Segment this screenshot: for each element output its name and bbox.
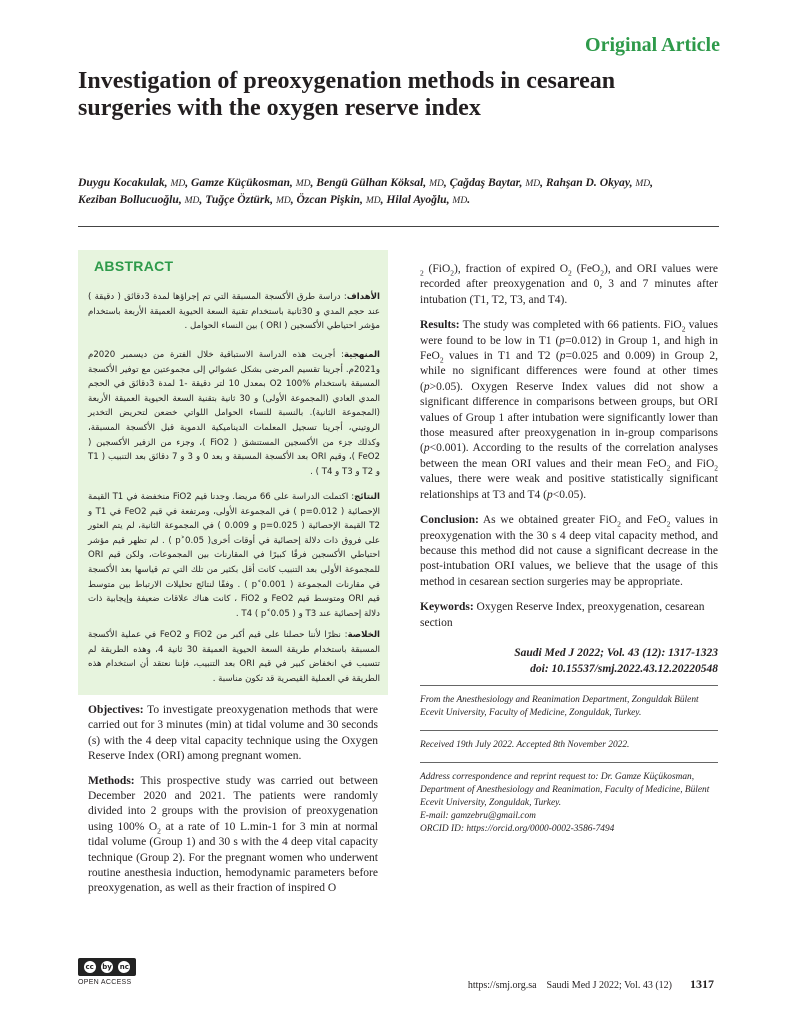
affiliation: From the Anesthesiology and Reanimation Department, Zonguldak Bülent Ecevit University, Faculty of Medicine, Zonguldak, Turkey. <box>420 694 699 718</box>
author: Keziban Bollucuoğlu, MD, <box>78 193 206 206</box>
citation-block <box>420 645 718 677</box>
author: Hilal Ayoğlu, MD. <box>386 193 471 206</box>
abstract-right-column <box>420 262 718 846</box>
received-rule <box>420 730 718 731</box>
author: Özcan Pişkin, MD, <box>296 193 387 206</box>
results-paragraph: Results: The study was completed with 66 patients. FiO$_2$ values were found to be low in T1 (p=0.012) in Group 1, and high in FeO$_2$ values in T1 and T2 (p=0.025 and 0.009) in Group 2, while no significant differences were found at other times (p>0.05). Oxygen Reserve Index values did not show a significant difference in comparisons between groups, but ORI values of Group 1 after intubation were significantly lower than those measured after preoxygenation in in-group comparisons (p<0.001). According to the results of the correlation analyses between the mean ORI values and their mean FeO$_2$ and FiO$_2$ values, there were weak and positive statistically significant relationships at T3 and T4 (p<0.05). <box>420 319 718 501</box>
arabic-results: النتائج: اكتملت الدراسة على 66 مريضا. وجدنا قيم FiO2 منخفضة في T1 القيمة الإحصائية ( p=0.012 ) في المجموعة الأولى، ومرتفعة في قيم FeO2 في T1 و T2 القيمة الإحصائية ( p=0.025 و 0.009 ) في المجموعة الثانية، لم يتم العثور على فروق ذات دلالة إحصائية في أوقات أخرى( p˃0.05 ) . لم تظهر قيم مؤشر احتياطي الأكسجين فرقًا كبيرًا في المقارنات بين المجموعات، ولكن قيم ORI للمجموعة الأولى بعد التنبيب كانت أقل بكثير من تلك التي تم قياسها بعد الأكسجة في مقارنات المجموعة ( p˂0.001 ) . وفقًا لنتائج تحليلات الارتباط بين متوسط قيم ORI ومتوسط قيم FeO2 و FiO2 ، كانت هناك علاقات ضعيفة وإيجابية ذات دلالة إحصائية عند T3 و T4 ( p˂0.05 ) . <box>88 492 381 619</box>
journal-url[interactable]: https://smj.org.sa <box>467 980 537 991</box>
cc-icon: cc <box>85 963 94 971</box>
author: Gamze Küçükosman, MD, <box>191 176 317 189</box>
author-list <box>78 175 718 209</box>
section-label: Original Article <box>585 34 720 56</box>
methods-paragraph: Methods: This prospective study was carried out between December 2020 and 2021. The patients were randomly divided into 2 groups with the provision of preoxygenation using 100% $O_2$ at a rate of 10 L.min-1 for 3 min at normal tidal volume (Group 1) and 30 s with the 4 deep vital capacity technique (Group 2). For the pregnant women who underwent routine anesthesia induction, hemodynamic parameters before preoxygenation, as well as their fraction of inspired O <box>88 774 379 895</box>
journal-citation: Saudi Med J 2022; Vol. 43 (12): 1317-1323 <box>514 646 718 659</box>
author: Bengü Gülhan Köksal, MD, <box>316 176 450 189</box>
person-icon: by <box>102 963 112 971</box>
keywords-paragraph: Keywords: Oxygen Reserve Index, preoxygenation, cesarean section <box>420 601 705 629</box>
doi-link[interactable]: doi: 10.15537/smj.2022.43.12.20220548 <box>530 662 718 675</box>
article-title: Investigation of preoxygenation methods in cesarean surgeries with the oxygen reserve index <box>78 68 616 121</box>
affiliation-rule <box>420 685 718 686</box>
arabic-conclusion: الخلاصة: نظرًا لأننا حصلنا على قيم أكبر من FiO2 و FeO2 في عملية الأكسجة المسبقة باستخدام طريقة السعة الحيوية العميقة 30 ثانية 4، وهذه الطريقة لم تتسبب في انخفاض كبير في قيم ORI بعد التنبيب، فإننا نعتقد أن استخدام هذه الطريقة في العملية القيصرية قد تكون مناسبة . <box>88 630 380 684</box>
abstract-heading: ABSTRACT <box>94 258 174 274</box>
noncommercial-icon: nc <box>119 963 129 971</box>
footer-journal: Saudi Med J 2022; Vol. 43 (12) <box>546 980 672 991</box>
orcid[interactable]: ORCID ID: https://orcid.org/0000-0002-3586-7494 <box>420 823 615 834</box>
page-number: 1317 <box>690 977 714 991</box>
license-badge[interactable] <box>78 958 136 986</box>
open-access-label: OPEN ACCESS <box>78 979 132 986</box>
arabic-objectives: الأهداف: دراسة طرق الأكسجة المسبقة التي تم إجراؤها لمدة 3دقائق ( دقيقة ) عند حجم المدي و 30ثانية باستخدام تقنية السعة الحيوية العميقة الأربعة باستخدام مؤشر احتياطي الأكسجين ( ORI ) بين النساء الحوامل . <box>88 292 380 332</box>
abstract-box <box>78 250 388 695</box>
correspondence-rule <box>420 762 718 763</box>
objectives-paragraph: Objectives: To investigate preoxygenation methods that were carried out for 3 minutes (min) at tidal volume and 30 seconds (s) with the 4 deep vital capacity technique using the Oxygen Reserve Index (ORI) among pregnant women. <box>88 704 378 763</box>
arabic-methods: المنهجية: أجريت هذه الدراسة الاستباقية خلال الفترة من ديسمبر 2020م و2021م. أجرينا تقسيم المرضى بشكل عشوائي إلى مجموعتين مع توفير الأكسجة المسبقة باستخدام O2 100% بمعدل 10 لتر دقيقة -1 لمدة 3دقائق في الحجم المدي العادي (المجموعة الأولى) و 30 ثانية بتقنية السعة الحيوية العميقة الأربعة (المجموعة الثانية). بالنسبة للنساء الحوامل اللواتي خضعن لتحريض التخدير الروتيني، أجرينا تسجيل المعلمات الديناميكية الدموية قبل الأكسجة المسبقة، وكذلك جزء من الأكسجين المستنشق ( FiO2 )، وجزء من الزفير الأكسجين ( FeO2 )، وقيم ORI بعد الأكسجة المسبقة و بعد 0 و 3 و 7 دقائق بعد التنبيب ( T1 و T2 و T3 و T4 ) . <box>88 350 380 477</box>
author: Çağdaş Baytar, MD, <box>449 176 546 189</box>
author: Rahşan D. Okyay, MD, <box>545 176 654 189</box>
author: Tuğçe Öztürk, MD, <box>205 193 297 206</box>
abstract-left-column <box>88 703 378 906</box>
page-footer <box>468 977 714 992</box>
title-rule <box>78 226 719 227</box>
received-dates: Received 19th July 2022. Accepted 8th November 2022. <box>420 739 630 750</box>
conclusion-paragraph: Conclusion: As we obtained greater FiO$_2$ and FeO$_2$ values in preoxygenation with the 30 s 4 deep vital capacity method, and because this method did not cause a significant decrease in the post-intubation ORI values, we believe that the usage of this method in cesarean section surgeries may be appropriate. <box>420 514 719 588</box>
email[interactable]: E-mail: gamzebru@gmail.com <box>420 810 536 821</box>
methods-continued: $_2$ (FiO$_2$), fraction of expired $O_2$ (FeO$_2$), and ORI values were recorded after preoxygenation and 0, 3 and 7 minutes after intubation (T1, T2, T3, and T4). <box>420 263 718 306</box>
author: Duygu Kocakulak, MD, <box>78 176 192 189</box>
correspondence: Address correspondence and reprint request to: Dr. Gamze Küçükosman, Department of Anesthesiology and Reanimation, Faculty of Medicine, Bülent Ecevit University, Zonguldak, Turkey. <box>420 771 710 808</box>
